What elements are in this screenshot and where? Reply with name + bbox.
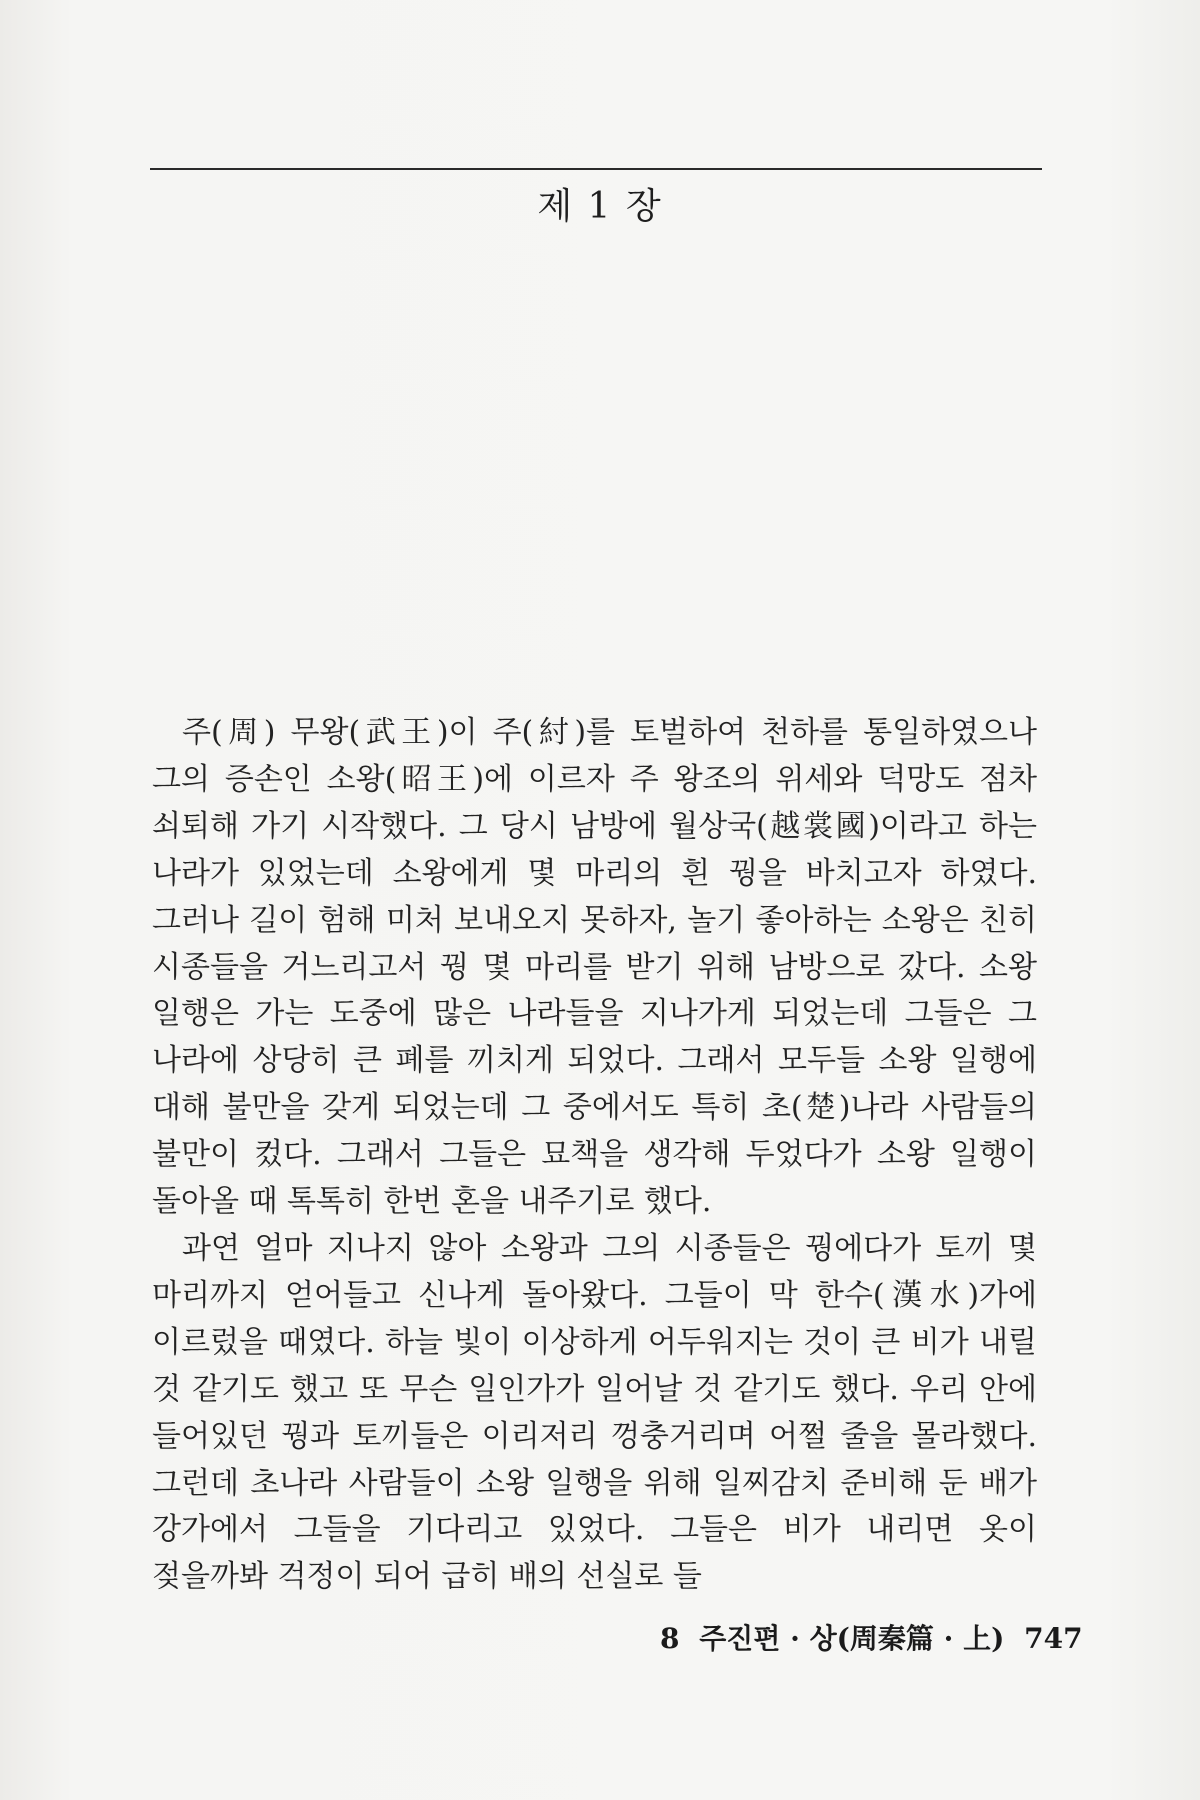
running-footer xyxy=(660,1617,1083,1657)
header-rule xyxy=(150,168,1042,170)
chapter-title: 제 1 장 xyxy=(537,186,663,227)
footer-book-title: 주진편 · 상(周秦篇 · 上) xyxy=(699,1622,1005,1655)
body-text xyxy=(152,710,1037,1601)
page-number: 747 xyxy=(1024,1622,1083,1655)
footer-chapter-number: 8 xyxy=(660,1622,680,1655)
paragraph-1: 주(周) 무왕(武王)이 주(紂)를 토벌하여 천하를 통일하였으나 그의 증손인 소왕(昭王)에 이르자 주 왕조의 위세와 덕망도 점차 쇠퇴해 가기 시작했다. 그 당시 남방에 월상국(越裳國)이라고 하는 나라가 있었는데 소왕에게 몇 마리의 흰 꿩을 바치고자 하였다. 그러나 길이 험해 미처 보내오지 못하자, 놀기 좋아하는 소왕은 친히 시종들을 거느리고서 꿩 몇 마리를 받기 위해 남방으로 갔다. 소왕 일행은 가는 도중에 많은 나라들을 지나가게 되었는데 그들은 그 나라에 상당히 큰 폐를 끼치게 되었다. 그래서 모두들 소왕 일행에 대해 불만을 갖게 되었는데 그 중에서도 특히 초(楚)나라 사람들의 불만이 컸다. 그래서 그들은 묘책을 생각해 두었다가 소왕 일행이 돌아올 때 톡톡히 한번 혼을 내주기로 했다. xyxy=(152,715,1037,1220)
paragraph-2: 과연 얼마 지나지 않아 소왕과 그의 시종들은 꿩에다가 토끼 몇 마리까지 얻어들고 신나게 돌아왔다. 그들이 막 한수(漢水)가에 이르렀을 때였다. 하늘 빛이 이상하게 어두워지는 것이 큰 비가 내릴 것 같기도 했고 또 무슨 일인가가 일어날 것 같기도 했다. 우리 안에 들어있던 꿩과 토끼들은 이리저리 껑충거리며 어쩔 줄을 몰라했다. 그런데 초나라 사람들이 소왕 일행을 위해 일찌감치 준비해 둔 배가 강가에서 그들을 기다리고 있었다. 그들은 비가 내리면 옷이 젖을까봐 걱정이 되어 급히 배의 선실로 들 xyxy=(152,1230,1037,1595)
